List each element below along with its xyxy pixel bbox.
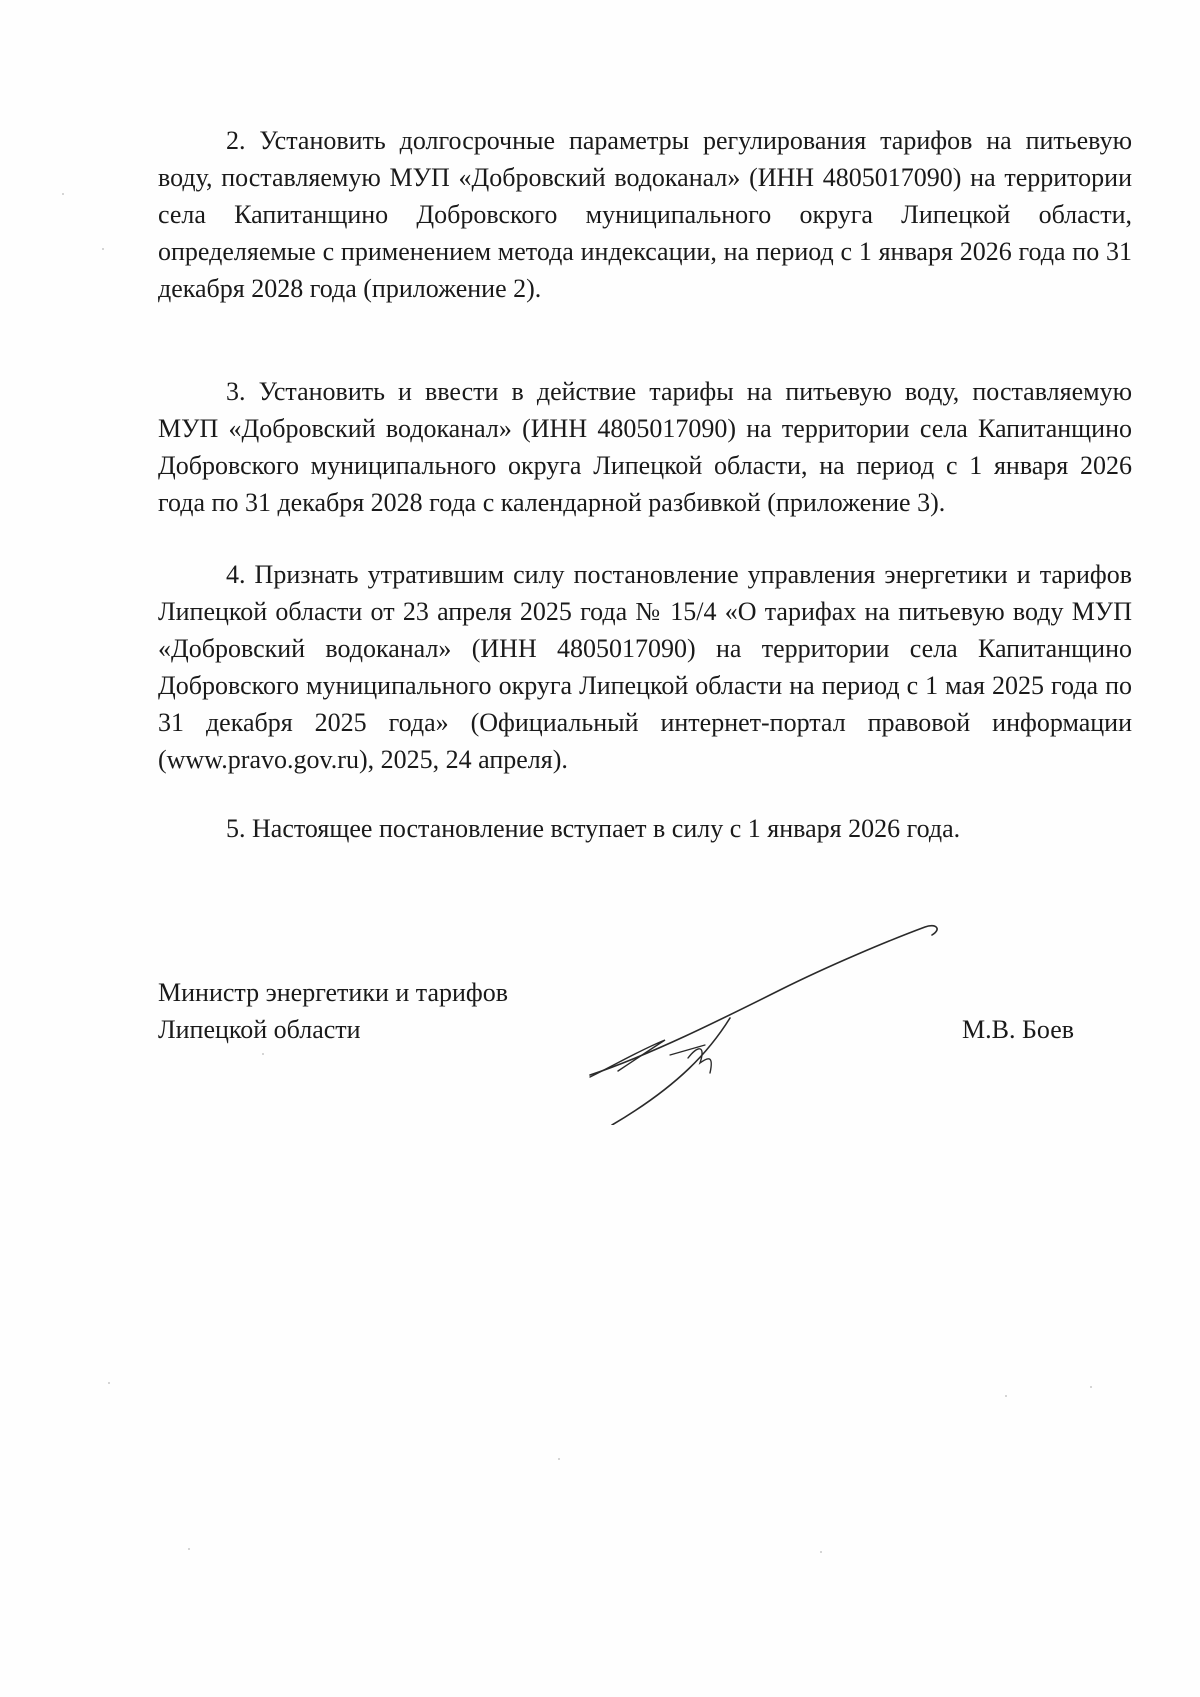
signatory-name: М.В. Боев: [962, 1015, 1075, 1044]
scan-speck: [262, 1053, 264, 1055]
signatory-title-line-2: Липецкой области: [158, 1015, 361, 1044]
scan-speck: [62, 193, 64, 195]
scan-speck: [188, 1548, 190, 1550]
paragraph-item-3: 3. Установить и ввести в действие тарифы на питьевую воду, поставляемую МУП «Добровский водоканал» (ИНН 4805017090) на территории села Капитанщино Добровского муниципального округа Липецкой области, на период с 1 января 2026 года по 31 декабря 2028 года с календарной разбивкой (приложение 3).: [158, 377, 1132, 517]
signatory-title-line-1: Министр энергетики и тарифов: [158, 978, 509, 1007]
scan-speck: [1005, 1395, 1007, 1397]
signatory-title: [158, 974, 508, 1048]
handwritten-signature: [570, 905, 950, 1125]
paragraph-item-5: 5. Настоящее постановление вступает в силу с 1 января 2026 года.: [226, 814, 961, 843]
scan-speck: [558, 1458, 560, 1460]
scan-speck: [1090, 1386, 1092, 1388]
scan-speck: [102, 248, 104, 250]
paragraph-item-4: 4. Признать утратившим силу постановление управления энергетики и тарифов Липецкой области от 23 апреля 2025 года № 15/4 «О тарифах на питьевую воду МУП «Добровский водоканал» (ИНН 4805017090) на территории села Капитанщино Добровского муниципального округа Липецкой области на период с 1 мая 2025 года по 31 декабря 2025 года» (Официальный интернет-портал правовой информации (www.pravo.gov.ru), 2025, 24 апреля).: [158, 560, 1132, 774]
scan-speck: [108, 1382, 110, 1384]
scan-speck: [820, 1551, 822, 1553]
paragraph-item-2: 2. Установить долгосрочные параметры регулирования тарифов на питьевую воду, поставляемую МУП «Добровский водоканал» (ИНН 4805017090) на территории села Капитанщино Добровского муниципального округа Липецкой области, определяемые с применением метода индексации, на период с 1 января 2026 года по 31 декабря 2028 года (приложение 2).: [158, 126, 1132, 303]
